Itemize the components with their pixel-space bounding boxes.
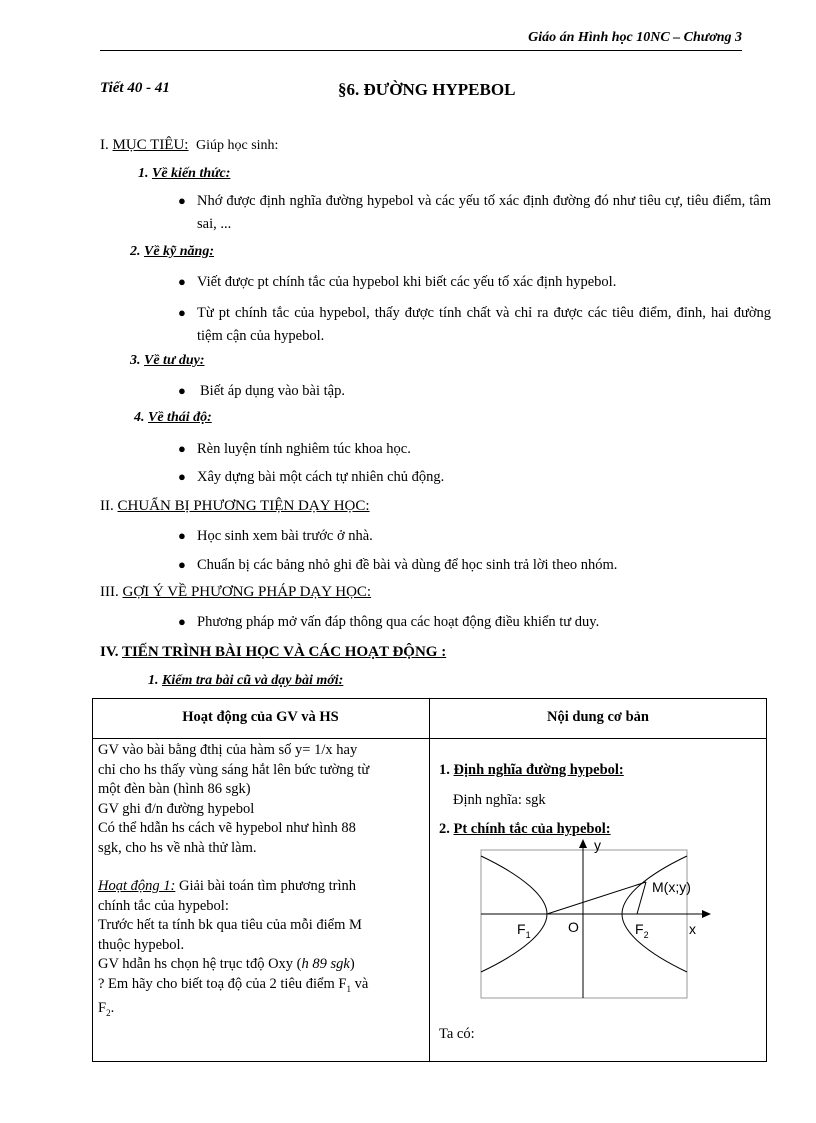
table-line: Trước hết ta tính bk qua tiêu của mỗi điểm M	[98, 917, 362, 933]
definition-text: Định nghĩa: sgk	[453, 792, 546, 808]
section-2-heading	[100, 498, 370, 515]
y-axis-label: y	[594, 837, 601, 853]
bullet-icon: ●	[178, 557, 186, 572]
section-4-heading	[100, 644, 446, 661]
subheading-skills	[130, 244, 214, 260]
table-line: $F_2$.	[98, 999, 115, 1018]
table-line: chỉ cho hs thấy vùng sáng hắt lên bức tường từ	[98, 761, 370, 778]
origin-label: O	[568, 919, 579, 935]
page-title: §6. ĐƯỜNG HYPEBOL	[338, 80, 516, 99]
subheading-title: Về kỹ năng:	[144, 244, 214, 259]
definition-number: 1.	[439, 762, 454, 778]
table-line: sgk, cho hs về nhà thử làm.	[98, 839, 257, 856]
subheading-title: Về thái độ:	[148, 410, 212, 425]
section-1-numeral: I.	[100, 137, 113, 153]
x-axis-label: x	[689, 921, 696, 937]
page-header: Giáo án Hình học 10NC – Chương 3	[528, 30, 742, 45]
section-4-title: TIẾN TRÌNH BÀI HỌC VÀ CÁC HOẠT ĐỘNG :	[121, 644, 447, 660]
subheading-number: 4.	[134, 410, 148, 425]
formula-intro: Ta có:	[439, 1026, 475, 1042]
equation-number: 2.	[439, 821, 454, 837]
section-1-title: MỤC TIÊU:	[112, 137, 189, 153]
subheading-attitude	[134, 410, 212, 426]
bullet-icon: ●	[178, 274, 186, 289]
activity-1-label: Hoạt động 1:	[98, 878, 176, 894]
section-3-heading	[100, 584, 371, 601]
subheading-title: Kiểm tra bài cũ và dạy bài mới:	[162, 673, 344, 688]
section-3-title: GỢI Ý VỀ PHƯƠNG PHÁP DẠY HỌC:	[122, 584, 372, 600]
subheading-knowledge	[138, 166, 230, 182]
subheading-number: 1.	[148, 673, 162, 688]
lesson-label: Tiết 40 - 41	[100, 80, 170, 96]
y-axis-arrow-icon	[579, 839, 587, 848]
bullet-icon: ●	[178, 614, 186, 629]
table-header-content: Nội dung cơ bản	[547, 709, 649, 725]
table-line: chính tắc của hypebol:	[98, 897, 229, 914]
list-item: Rèn luyện tính nghiêm túc khoa học.	[197, 441, 411, 457]
section-4-numeral: IV.	[100, 644, 122, 660]
bullet-icon: ●	[178, 441, 186, 456]
subheading-lesson	[148, 673, 343, 689]
section-1-intro: Giúp học sinh:	[195, 138, 279, 153]
section-3-numeral: III.	[100, 584, 123, 600]
left-cell	[98, 741, 428, 1023]
figure-frame	[481, 850, 687, 998]
focus-f2-label: $F_2$	[635, 921, 649, 940]
focus-f1-label: $F_1$	[517, 921, 531, 940]
table-line: thuộc hypebol.	[98, 936, 185, 953]
list-item: Nhớ được định nghĩa đường hypebol và các yếu tố xác định đường đó như tiêu cự, tiêu điểm, tâm sai, ...	[197, 193, 771, 232]
list-item: Phương pháp mở vấn đáp thông qua các hoạt động điều khiển tư duy.	[197, 614, 600, 630]
equation-title: Pt chính tắc của hypebol:	[453, 821, 611, 837]
list-item: Xây dựng bài một cách tự nhiên chủ động.	[197, 469, 445, 485]
table-line: GV ghi đ/n đường hypebol	[98, 800, 255, 817]
subheading-number: 1.	[138, 166, 152, 181]
point-m-label: M(x;y)	[652, 879, 691, 895]
subheading-number: 2.	[130, 244, 144, 259]
definition-title: Định nghĩa đường hypebol:	[453, 762, 624, 778]
bullet-icon: ●	[178, 383, 186, 398]
subheading-title: Về tư duy:	[144, 353, 205, 368]
table-line: một đèn bàn (hình 86 sgk)	[98, 781, 251, 797]
list-item: Học sinh xem bài trước ở nhà.	[197, 528, 373, 544]
list-item: Từ pt chính tắc của hypebol, thấy được tính chất và chỉ ra được các tiêu điểm, đỉnh, hai đường tiệm cận của hypebol.	[197, 305, 771, 344]
list-item: Viết được pt chính tắc của hypebol khi biết các yếu tố xác định hypebol.	[197, 274, 617, 290]
subheading-thinking	[130, 353, 205, 369]
bullet-icon: ●	[178, 193, 186, 208]
header-rule	[100, 50, 742, 51]
bullet-icon: ●	[178, 305, 186, 320]
bullet-icon: ●	[178, 528, 186, 543]
table-line: GV vào bài bằng đthị của hàm số y= 1/x hay	[98, 742, 358, 758]
section-2-numeral: II.	[100, 498, 118, 514]
list-item: Biết áp dụng vào bài tập.	[200, 383, 345, 399]
table-header-divider	[92, 738, 767, 739]
definition-heading	[439, 761, 624, 781]
subheading-title: Về kiến thức:	[152, 166, 231, 181]
x-axis-arrow-icon	[702, 910, 711, 918]
section-2-title: CHUẨN BỊ PHƯƠNG TIỆN DẠY HỌC:	[117, 498, 370, 514]
section-1-heading	[100, 137, 278, 154]
activity-1-text: Giải bài toán tìm phương trình	[175, 878, 356, 894]
table-line: GV hdẫn hs chọn hệ trục tđộ Oxy (h 89 sgk)	[98, 956, 355, 972]
activity-1-line	[98, 877, 428, 897]
list-item: Chuẩn bị các bảng nhỏ ghi đề bài và dùng để học sinh trả lời theo nhóm.	[197, 557, 618, 573]
subheading-number: 3.	[130, 353, 144, 368]
table-line: ? Em hãy cho biết toạ độ của 2 tiêu điểm $F_1$ và	[98, 975, 369, 994]
table-header-teacher: Hoạt động của GV và HS	[182, 709, 339, 725]
hyperbola-figure	[429, 830, 767, 1020]
table-line: Có thể hdẫn hs cách vẽ hypebol như hình 88	[98, 820, 356, 836]
focal-line-f1	[547, 882, 646, 914]
bullet-icon: ●	[178, 469, 186, 484]
